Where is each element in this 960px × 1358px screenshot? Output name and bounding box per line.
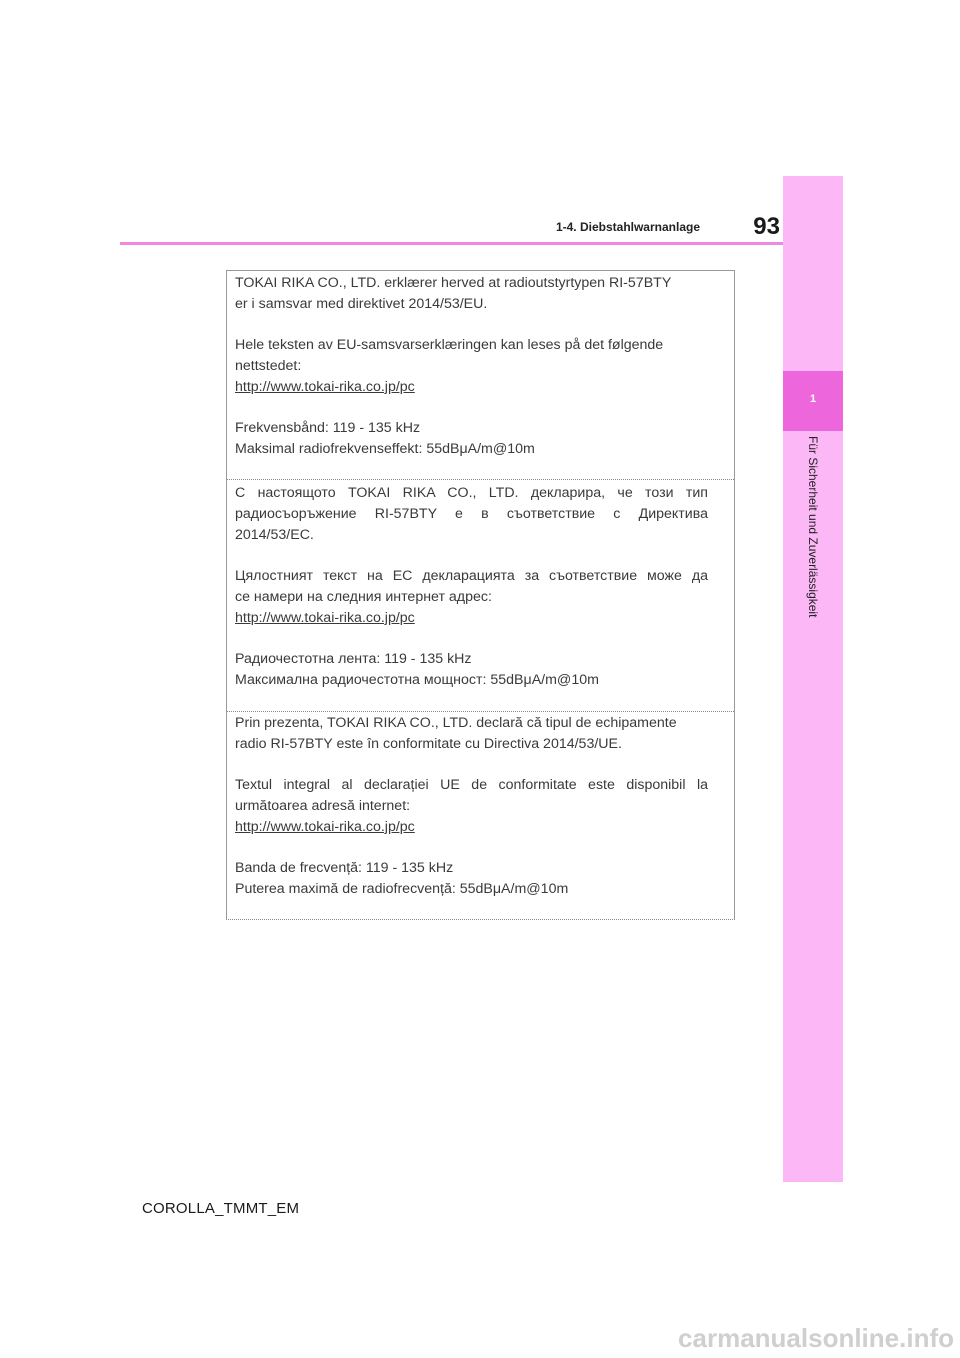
max-power: Maksimal radiofrekvenseffekt: 55dBμA/m@10m <box>235 441 535 457</box>
intro-line: С настоящото TOKAI RIKA CO., LTD. декларира, че този тип <box>235 485 708 501</box>
page-number: 93 <box>753 213 780 240</box>
intro-line: TOKAI RIKA CO., LTD. erklærer herved at radioutstyrtypen RI-57BTY <box>235 275 672 291</box>
intro-line: 2014/53/ЕС. <box>235 527 314 543</box>
chapter-marker[interactable] <box>783 371 843 431</box>
side-tab <box>783 176 843 1182</box>
full-text-line: Textul integral al declarației UE de conformitate este disponibil la <box>235 777 708 793</box>
intro-line: er i samsvar med direktivet 2014/53/EU. <box>235 296 488 312</box>
declaration-url-link[interactable]: http://www.tokai-rika.co.jp/pc <box>235 379 415 395</box>
declaration-romanian <box>227 713 734 900</box>
declaration-norwegian <box>227 273 734 460</box>
full-text-line: Цялостният текст на ЕС декларацията за съответствие може да <box>235 568 708 584</box>
frequency-band: Frekvensbånd: 119 - 135 kHz <box>235 420 421 436</box>
intro-line: radio RI-57BTY este în conformitate cu Directiva 2014/53/UE. <box>235 736 622 752</box>
header-divider <box>120 242 783 245</box>
max-power: Максимална радиочестотна мощност: 55dBμA/m@10m <box>235 672 599 688</box>
document-code: COROLLA_TMMT_EM <box>142 1200 300 1217</box>
frequency-band: Радиочестотна лента: 119 - 135 kHz <box>235 651 472 667</box>
declaration-url-link[interactable]: http://www.tokai-rika.co.jp/pc <box>235 610 415 626</box>
chapter-number: 1 <box>809 393 817 405</box>
intro-line: радиосъоръжение RI-57BTY е в съответствие с Директива <box>235 506 708 522</box>
declaration-box <box>226 270 735 920</box>
section-header: 1-4. Diebstahlwarnanlage <box>555 220 700 234</box>
chapter-title: Für Sicherheit und Zuverlässigkeit <box>806 436 820 618</box>
full-text-line: următoarea adresă internet: <box>235 798 411 814</box>
block-divider <box>227 479 734 480</box>
full-text-line: Hele teksten av EU-samsvarserklæringen kan leses på det følgende <box>235 337 664 353</box>
intro-line: Prin prezenta, TOKAI RIKA CO., LTD. declară că tipul de echipamente <box>235 715 677 731</box>
block-divider <box>227 711 734 712</box>
full-text-line: nettstedet: <box>235 358 302 374</box>
frequency-band: Banda de frecvență: 119 - 135 kHz <box>235 860 454 876</box>
max-power: Puterea maximă de radiofrecvență: 55dBμA/m@10m <box>235 881 569 897</box>
watermark: carmanualsonline.info <box>678 1323 954 1353</box>
declaration-url-link[interactable]: http://www.tokai-rika.co.jp/pc <box>235 819 415 835</box>
declaration-bulgarian <box>227 483 734 691</box>
full-text-line: се намери на следния интернет адрес: <box>235 589 492 605</box>
